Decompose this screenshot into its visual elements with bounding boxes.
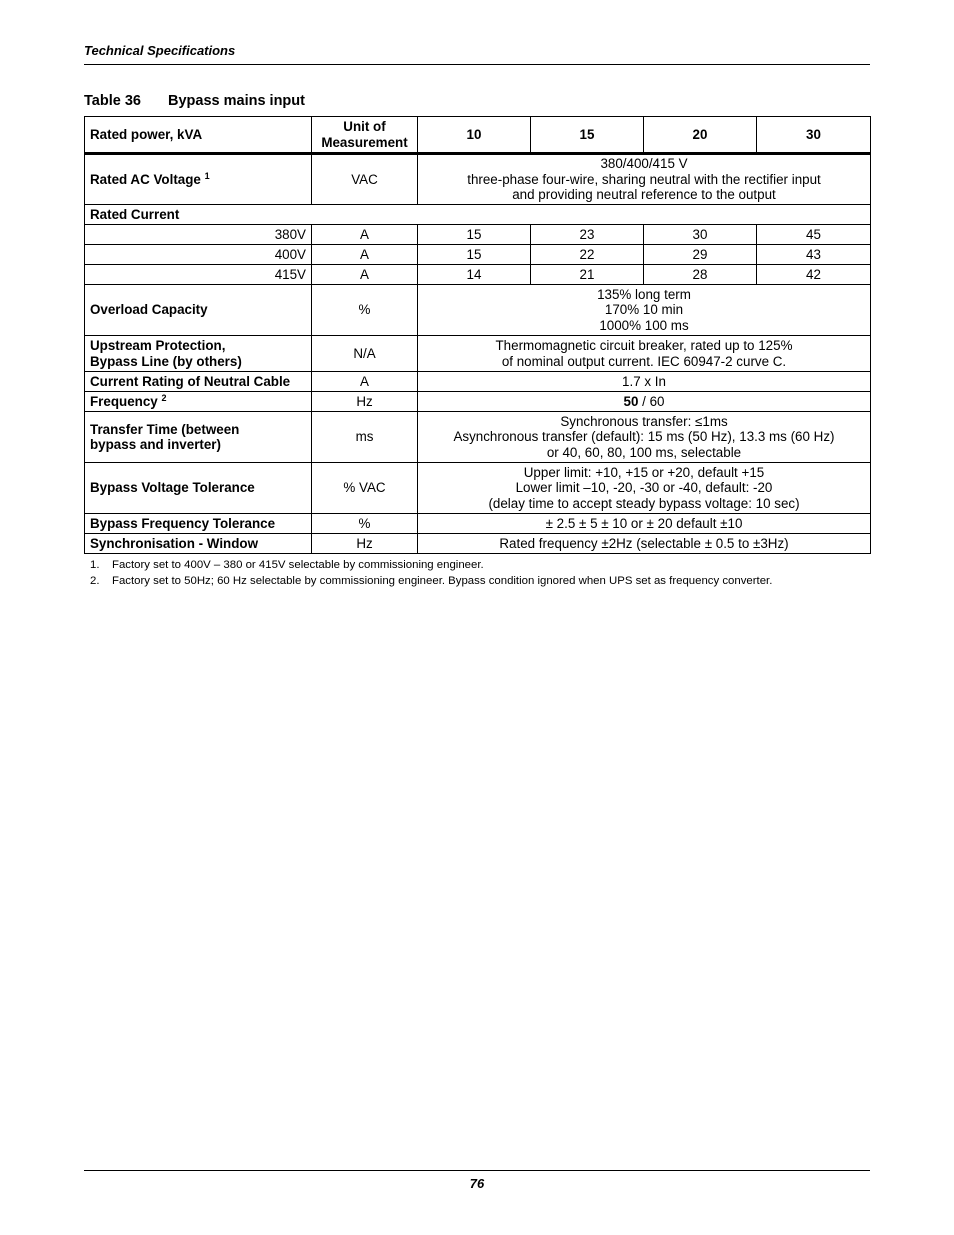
value-cell: 15 xyxy=(418,245,531,265)
unit-cell: % xyxy=(312,514,418,534)
value-cell: 28 xyxy=(644,265,757,285)
unit-cell: VAC xyxy=(312,154,418,205)
label-cell xyxy=(85,336,312,372)
row-label: bypass and inverter) xyxy=(90,437,221,452)
row-label: Overload Capacity xyxy=(85,285,312,336)
value-line: Upper limit: +10, +15 or +20, default +15 xyxy=(523,464,765,480)
unit-cell: A xyxy=(312,372,418,392)
value-line: of nominal output current. IEC 60947-2 curve C. xyxy=(501,353,787,369)
label-cell xyxy=(85,392,312,412)
label-cell xyxy=(85,154,312,205)
row-current-380v xyxy=(85,225,871,245)
value-cell: 43 xyxy=(757,245,871,265)
row-neutral-cable xyxy=(85,372,871,392)
value-line: (delay time to accept steady bypass voltage: 10 sec) xyxy=(488,495,800,511)
header-unit-line: Measurement xyxy=(321,134,408,150)
value-cell: 14 xyxy=(418,265,531,285)
footnote-item xyxy=(84,573,870,589)
header-col-20: 20 xyxy=(644,117,757,154)
row-bypass-voltage-tolerance xyxy=(85,463,871,514)
value-cell: 45 xyxy=(757,225,871,245)
voltage-cell: 380V xyxy=(85,225,312,245)
value-cell xyxy=(418,154,871,205)
row-upstream-protection xyxy=(85,336,871,372)
value-line: three-phase four-wire, sharing neutral with the rectifier input xyxy=(467,171,821,187)
row-label: Bypass Frequency Tolerance xyxy=(85,514,312,534)
unit-cell: N/A xyxy=(312,336,418,372)
value-line: Lower limit –10, -20, -30 or -40, default: -20 xyxy=(515,480,773,496)
value-line: Asynchronous transfer (default): 15 ms (50 Hz), 13.3 ms (60 Hz) xyxy=(453,429,835,445)
unit-cell: % VAC xyxy=(312,463,418,514)
voltage-cell: 400V xyxy=(85,245,312,265)
row-transfer-time xyxy=(85,412,871,463)
unit-cell: A xyxy=(312,265,418,285)
value-line: Thermomagnetic circuit breaker, rated up to 125% xyxy=(495,338,793,353)
row-current-415v xyxy=(85,265,871,285)
value-line: and providing neutral reference to the output xyxy=(512,187,776,203)
footnote-item xyxy=(84,557,870,573)
footnote-text: Factory set to 50Hz; 60 Hz selectable by commissioning engineer. Bypass condition ignored when UPS set as frequency converter. xyxy=(112,575,773,587)
table-footnotes xyxy=(84,557,870,589)
value-cell xyxy=(418,463,871,514)
row-label: Rated Current xyxy=(85,205,871,225)
value-line: Synchronous transfer: ≤1ms xyxy=(560,413,728,429)
value-cell: 30 xyxy=(644,225,757,245)
unit-cell: A xyxy=(312,225,418,245)
row-label: Bypass Voltage Tolerance xyxy=(85,463,312,514)
unit-cell: A xyxy=(312,245,418,265)
header-rated-power: Rated power, kVA xyxy=(85,117,312,154)
table-caption xyxy=(84,93,305,109)
footnote-number: 1. xyxy=(90,559,100,571)
value-cell xyxy=(418,285,871,336)
row-bypass-frequency-tolerance xyxy=(85,514,871,534)
value-cell: 15 xyxy=(418,225,531,245)
value-cell: 21 xyxy=(531,265,644,285)
value-cell: 1.7 x In xyxy=(418,372,871,392)
value-cell: 42 xyxy=(757,265,871,285)
row-current-400v xyxy=(85,245,871,265)
value-line: 170% 10 min xyxy=(604,302,684,318)
value-cell: Rated frequency ±2Hz (selectable ± 0.5 to ±3Hz) xyxy=(418,534,871,554)
unit-cell: ms xyxy=(312,412,418,463)
header-unit-line: Unit of xyxy=(343,119,386,134)
value-line: or 40, 60, 80, 100 ms, selectable xyxy=(546,444,742,460)
default-frequency: 50 xyxy=(623,393,639,409)
value-cell: 23 xyxy=(531,225,644,245)
running-header: Technical Specifications xyxy=(84,43,236,58)
value-cell: 22 xyxy=(531,245,644,265)
unit-cell: Hz xyxy=(312,392,418,412)
value-line: 135% long term xyxy=(597,286,691,302)
header-divider xyxy=(84,64,870,65)
value-line: 1000% 100 ms xyxy=(599,317,689,333)
row-label: Transfer Time (between xyxy=(90,421,240,437)
footnote-number: 2. xyxy=(90,575,100,587)
unit-cell: Hz xyxy=(312,534,418,554)
header-col-10: 10 xyxy=(418,117,531,154)
table-title: Bypass mains input xyxy=(168,93,305,109)
value-cell: 29 xyxy=(644,245,757,265)
row-rated-current xyxy=(85,205,871,225)
row-label: Upstream Protection, xyxy=(90,338,226,353)
row-label: Current Rating of Neutral Cable xyxy=(85,372,312,392)
table-number: Table 36 xyxy=(84,93,141,109)
page-number: 76 xyxy=(469,1176,485,1191)
row-overload-capacity xyxy=(85,285,871,336)
value-cell xyxy=(418,392,871,412)
value-cell xyxy=(418,336,871,372)
footnote-text: Factory set to 400V – 380 or 415V selectable by commissioning engineer. xyxy=(112,559,484,571)
header-col-15: 15 xyxy=(531,117,644,154)
unit-cell: % xyxy=(312,285,418,336)
footnote-ref: 1 xyxy=(204,170,210,181)
row-label: Frequency xyxy=(90,393,158,409)
row-rated-ac-voltage xyxy=(85,154,871,205)
table-header-row xyxy=(85,117,871,154)
row-label: Bypass Line (by others) xyxy=(90,353,242,369)
header-col-30: 30 xyxy=(757,117,871,154)
header-unit xyxy=(312,117,418,154)
footnote-ref: 2 xyxy=(161,392,167,403)
value-cell xyxy=(418,412,871,463)
voltage-cell: 415V xyxy=(85,265,312,285)
value-line: 380/400/415 V xyxy=(600,156,688,172)
row-synchronisation-window xyxy=(85,534,871,554)
footer-divider xyxy=(84,1170,870,1171)
row-frequency xyxy=(85,392,871,412)
row-label: Synchronisation - Window xyxy=(85,534,312,554)
alt-frequency: / 60 xyxy=(638,393,665,409)
row-label: Rated AC Voltage xyxy=(90,171,201,187)
label-cell xyxy=(85,412,312,463)
value-cell: ± 2.5 ± 5 ± 10 or ± 20 default ±10 xyxy=(418,514,871,534)
bypass-mains-input-table xyxy=(84,116,871,554)
